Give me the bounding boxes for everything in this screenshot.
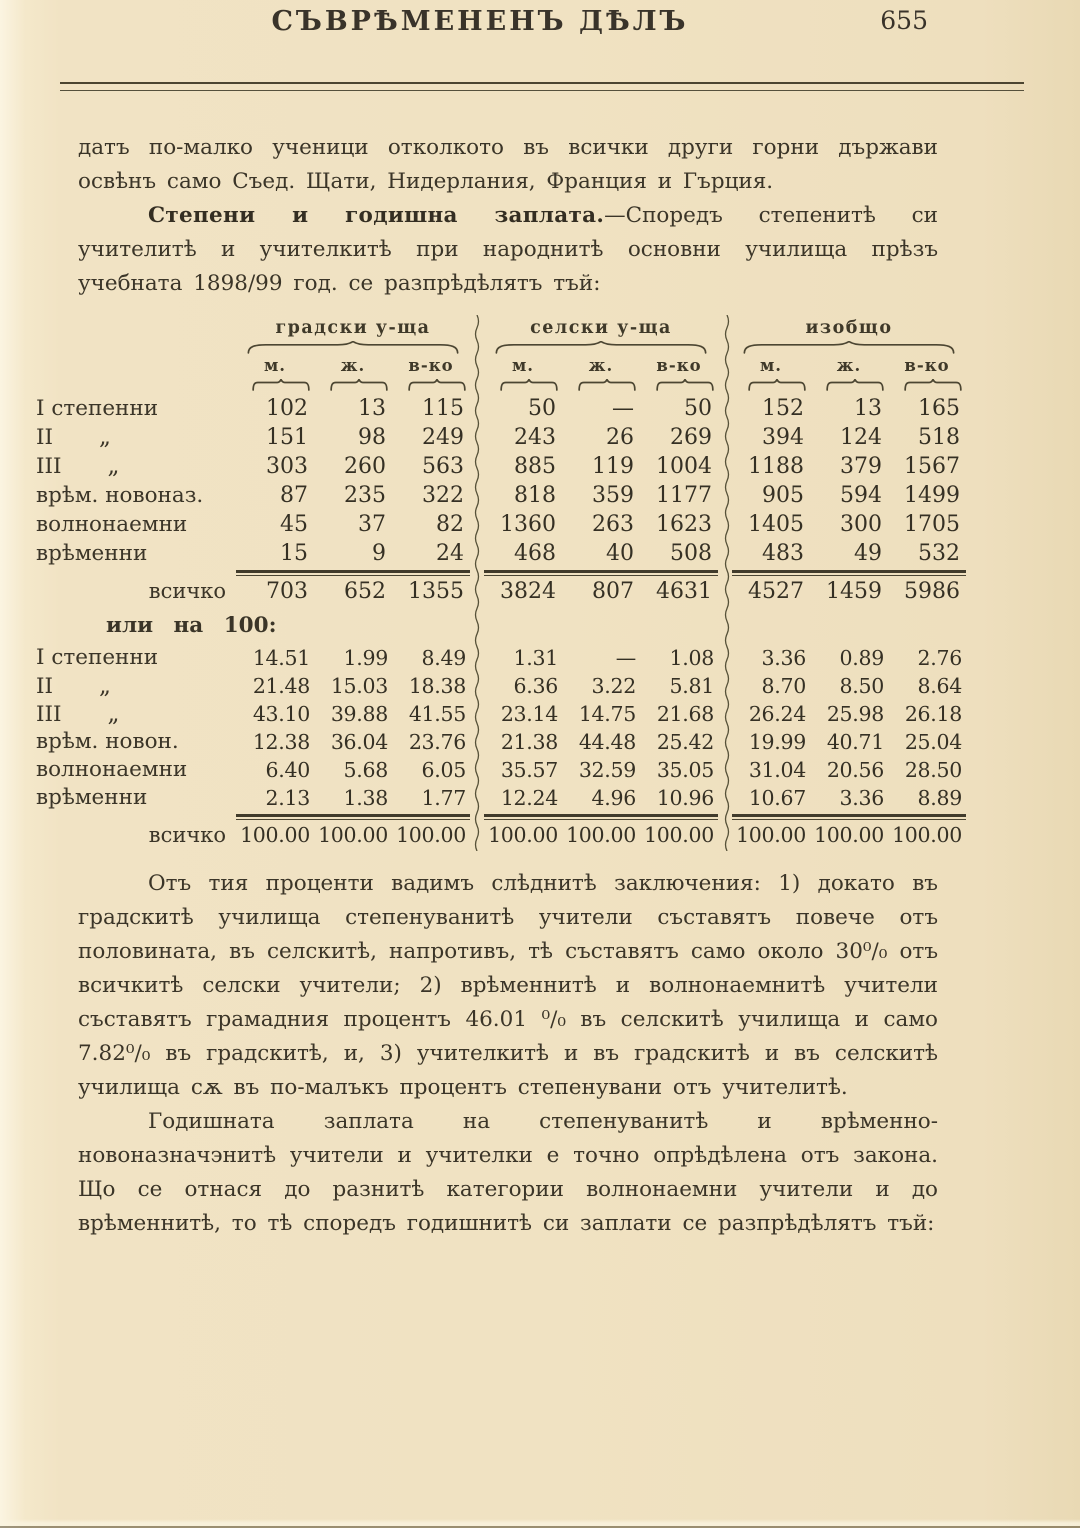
cell: 322 [422,483,464,508]
cell: 263 [592,512,634,537]
brace-glyph [578,379,636,391]
cell: 40.71 [826,730,884,754]
cell: 8.49 [421,646,466,670]
cell: 25.42 [656,730,714,754]
col-header: в-ко [656,356,702,375]
cell: 165 [918,396,960,421]
table-row [36,394,966,423]
cell: 905 [762,483,804,508]
col-header: в-ко [408,356,454,375]
cell: 818 [514,483,556,508]
cell: 45 [280,512,308,537]
cell: 8.50 [839,674,884,698]
cell: 102 [266,396,308,421]
cell: 25.04 [904,730,962,754]
cell: 703 [266,579,308,604]
cell: 12.38 [252,730,310,754]
cell: 24 [436,541,464,566]
cell: 249 [422,425,464,450]
text-column [78,867,938,1241]
cell: 26.18 [904,702,962,726]
cell: 100.00 [892,823,962,847]
small-brace-row [36,379,966,394]
cell: 13 [358,396,386,421]
cell: 25.98 [826,702,884,726]
cell: 1405 [748,512,804,537]
row-label: I степенни [36,396,159,421]
ditto-mark: „ [99,673,111,699]
cell: 35.57 [500,758,558,782]
brace-glyph [500,379,558,391]
cell: 6.40 [265,758,310,782]
cell: 32.59 [578,758,636,782]
brace-glyph [656,379,714,391]
cell: 12.24 [500,786,558,810]
cell: 6.36 [513,674,558,698]
page-number: 655 [880,6,928,35]
cell: 14.75 [578,702,636,726]
row-label: волнонаемни [36,512,188,537]
col-header: м. [263,356,287,375]
row-label: III [36,702,62,727]
cell: 508 [670,541,712,566]
cell: 1004 [656,454,712,479]
table-row [36,700,966,728]
row-label: волнонаемни [36,757,188,782]
cell: 18.38 [408,674,466,698]
cell: 15.03 [330,674,388,698]
cell: 2.13 [265,786,310,810]
cell: 8.64 [917,674,962,698]
cell: 20.56 [826,758,884,782]
brace-glyph [748,379,806,391]
cell: 1623 [656,512,712,537]
cell: 151 [266,425,308,450]
cell: 100.00 [644,823,714,847]
cell: 468 [514,541,556,566]
cell: 82 [436,512,464,537]
brace-glyph [492,341,710,354]
cell: 21.48 [252,674,310,698]
cell: 563 [422,454,464,479]
cell: 100.00 [566,823,636,847]
row-label: II [36,674,53,699]
section-heading-bold: Степени и годишна заплата. [148,203,605,228]
cell: 21.68 [656,702,714,726]
cell: 243 [514,425,556,450]
total-row [36,820,966,851]
row-label: II [36,425,53,450]
table-row [36,452,966,481]
cell: 13 [854,396,882,421]
brace-glyph [408,379,466,391]
group-header: селски у-ща [530,318,672,338]
cell: 28.50 [904,758,962,782]
cell: 2.76 [917,646,962,670]
cell: 10.67 [748,786,806,810]
cell: 49 [854,541,882,566]
cell: 394 [762,425,804,450]
table-row [36,756,966,784]
cell: 483 [762,541,804,566]
cell: 100.00 [736,823,806,847]
cell: 303 [266,454,308,479]
cell: 594 [840,483,882,508]
col-header: ж. [836,356,862,375]
journal-title: СЪВРѢМЕНЕНЪ ДѢЛЪ [271,6,689,37]
table-row [36,644,966,672]
cell: 3.36 [839,786,884,810]
wavy-divider-icon [722,315,732,851]
section-heading-paragraph [78,199,938,301]
section-heading-rest: —Споредъ степенитѣ си учителитѣ и учителкитѣ при народнитѣ основни училища прѣзъ учебната 1898/99 год. се разпрѣдѣлятъ тъй: [78,203,938,296]
intro-paragraph: датъ по-малко ученици отколкото въ всички други горни държави освѣнъ само Съед. Щати, Нидерлания, Франция и Гърция. [78,135,938,194]
table-row [36,784,966,812]
col-header: ж. [588,356,614,375]
row-label: врѣм. новоназ. [36,483,204,508]
col-header: м. [511,356,535,375]
cell: 1.77 [421,786,466,810]
cell: 1459 [826,579,882,604]
cell: 37 [358,512,386,537]
teachers-table [36,315,966,851]
cell: 6.05 [421,758,466,782]
cell: 1188 [748,454,804,479]
cell: 119 [592,454,634,479]
cell: 152 [762,396,804,421]
row-label: врѣменни [36,541,148,566]
table-row [36,728,966,756]
group-header-row [36,315,966,341]
wavy-divider-icon [472,315,482,851]
cell: 100.00 [814,823,884,847]
cell: 23.14 [500,702,558,726]
cell: 532 [918,541,960,566]
cell: 1360 [500,512,556,537]
cell: 100.00 [488,823,558,847]
table-row [36,481,966,510]
brace-glyph [826,379,884,391]
cell: 115 [422,396,464,421]
cell: 5986 [904,579,960,604]
conclusions-paragraph: Отъ тия проценти вадимъ слѣднитѣ заключения: 1) докато въ градскитѣ училища степенуванитѣ учители съставятъ повече отъ половината, въ селскитѣ, напротивъ, тѣ съставятъ само около 30⁰/₀ отъ всичкитѣ селски учители; 2) врѣменнитѣ и волнонаемнитѣ учители съставятъ грамадния процентъ 46.01 ⁰/₀ въ селскитѣ училища и само 7.82⁰/₀ въ градскитѣ, и, 3) учителкитѣ и въ градскитѣ и въ селскитѣ училища сѫ въ по-малъкъ процентъ степенувани отъ учителитѣ. [78,871,938,1100]
col-header: ж. [340,356,366,375]
cell: 807 [592,579,634,604]
cell: 379 [840,454,882,479]
brace-glyph [740,341,958,354]
total-label: всичко [148,579,226,603]
total-rule-row [36,812,966,820]
percent-heading: или на 100: [106,613,277,638]
cell: 4631 [656,579,712,604]
group-header: градски у-ща [275,318,431,338]
cell: 87 [280,483,308,508]
cell: 26 [606,425,634,450]
cell: 5.81 [669,674,714,698]
group-header: изобщо [805,318,893,338]
cell: 23.76 [408,730,466,754]
cell: 124 [840,425,882,450]
cell: 4527 [748,579,804,604]
cell: 100.00 [318,823,388,847]
cell: 19.99 [748,730,806,754]
total-label: всичко [148,823,226,847]
cell: 885 [514,454,556,479]
table-row [36,423,966,452]
group-brace-row [36,341,966,355]
cell: 35.05 [656,758,714,782]
cell: 98 [358,425,386,450]
cell: 1.08 [669,646,714,670]
col-header: в-ко [904,356,950,375]
cell: — [615,646,636,670]
cell: 40 [606,541,634,566]
cell: 1567 [904,454,960,479]
cell: 14.51 [252,646,310,670]
table-row [36,539,966,568]
cell: 8.89 [917,786,962,810]
cell: 1177 [656,483,712,508]
row-label: III [36,454,62,479]
closing-paragraph: Годишната заплата на степенуванитѣ и врѣменно-новоназначэнитѣ учители и учителки е точно опрѣдѣлена отъ закона. Що се отнася до разнитѣ категории волнонаемни учители и до врѣменнитѣ, то тѣ споредъ годишнитѣ си заплати се разпрѣдѣлятъ тъй: [78,1109,938,1236]
cell: 50 [528,396,556,421]
cell: 4.96 [591,786,636,810]
cell: 1.99 [343,646,388,670]
cell: 300 [840,512,882,537]
text-column [78,131,938,301]
cell: 3824 [500,579,556,604]
header-double-rule [60,82,1024,91]
cell: 0.89 [839,646,884,670]
cell: 1355 [408,579,464,604]
subheader-row [36,355,966,379]
cell: 1.31 [513,646,558,670]
cell: 1705 [904,512,960,537]
cell: 9 [372,541,386,566]
ditto-mark: „ [107,701,120,727]
total-rule-row [36,568,966,576]
brace-glyph [904,379,962,391]
brace-glyph [244,341,462,354]
cell: 10.96 [656,786,714,810]
running-header [0,0,1080,44]
cell: 100.00 [240,823,310,847]
cell: 235 [344,483,386,508]
cell: — [612,396,634,421]
row-label: I степенни [36,645,159,670]
ditto-mark: „ [107,453,120,479]
percent-heading-row [36,607,966,644]
cell: 8.70 [761,674,806,698]
total-row [36,576,966,607]
cell: 15 [280,541,308,566]
cell: 1.38 [343,786,388,810]
cell: 359 [592,483,634,508]
cell: 269 [670,425,712,450]
cell: 21.38 [500,730,558,754]
row-label: врѣменни [36,785,148,810]
ditto-mark: „ [99,424,111,450]
cell: 3.22 [591,674,636,698]
cell: 518 [918,425,960,450]
col-header: м. [759,356,783,375]
cell: 36.04 [330,730,388,754]
cell: 100.00 [396,823,466,847]
cell: 50 [684,396,712,421]
brace-glyph [252,379,310,391]
cell: 1499 [904,483,960,508]
cell: 3.36 [761,646,806,670]
cell: 43.10 [252,702,310,726]
brace-glyph [330,379,388,391]
cell: 44.48 [578,730,636,754]
cell: 260 [344,454,386,479]
cell: 26.24 [748,702,806,726]
cell: 652 [344,579,386,604]
table-row [36,510,966,539]
cell: 39.88 [330,702,388,726]
cell: 5.68 [343,758,388,782]
table-row [36,672,966,700]
cell: 41.55 [408,702,466,726]
cell: 31.04 [748,758,806,782]
row-label: врѣм. новон. [36,729,179,754]
